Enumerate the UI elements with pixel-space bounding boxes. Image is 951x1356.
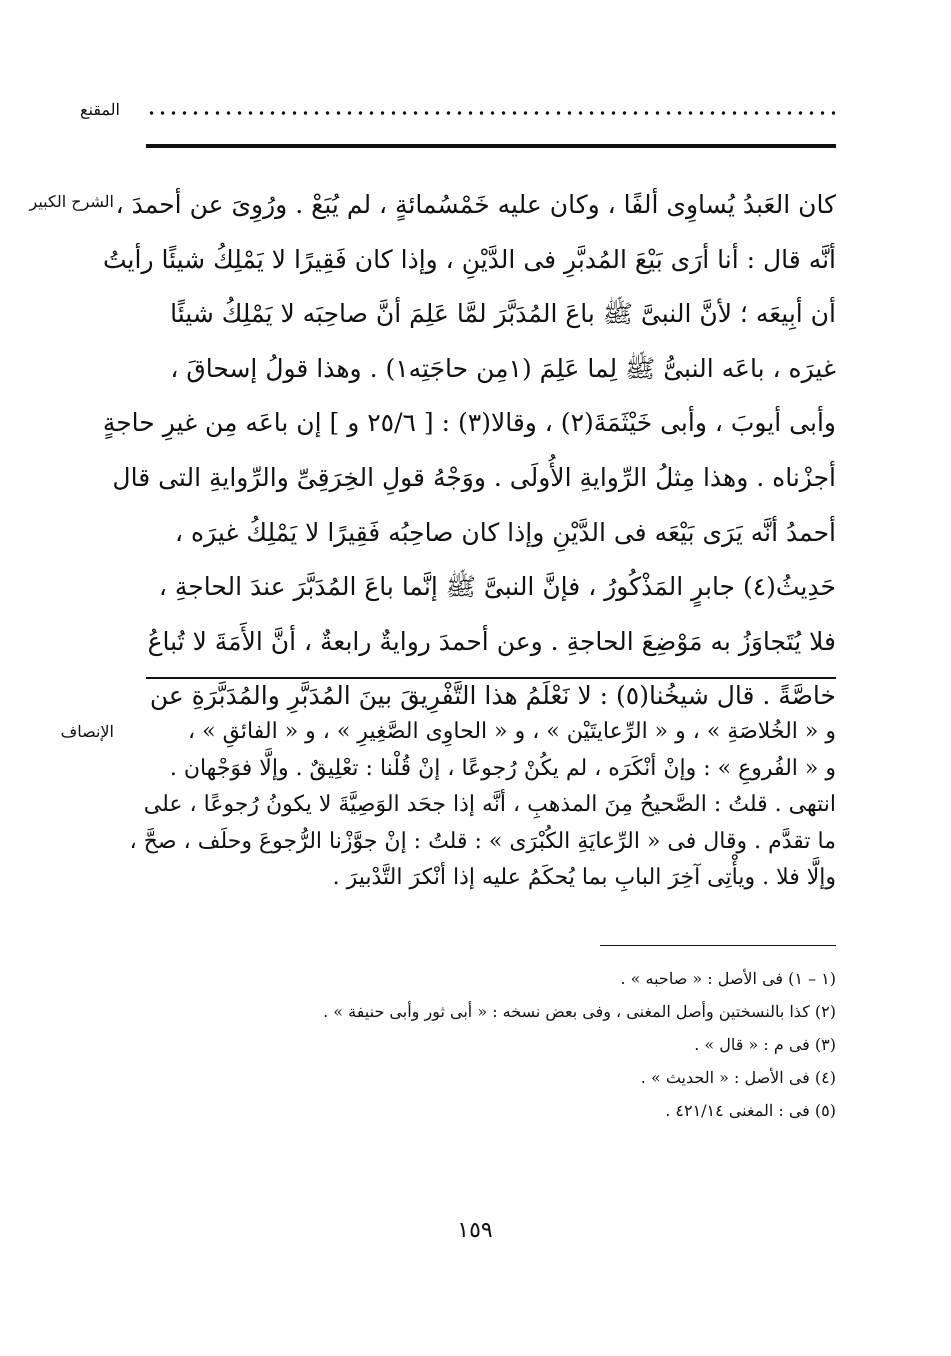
main-text-line: فلا يُتَجاوَزُ به مَوْضِعَ الحاجةِ . وعن أحمدَ روايةٌ رابعةٌ ، أنَّ الأَمَةَ لا تُباعُ [147, 626, 836, 656]
footnote-rule [600, 945, 836, 946]
footnote: (٤) فى الأصل : « الحديث » . [640, 1068, 836, 1087]
main-text-block [102, 178, 836, 724]
main-text-line: أن أبِيعَه ؛ لأنَّ النبىَّ ﷺ باعَ المُدَبَّرَ لمَّا عَلِمَ أنَّ صاحِبَه لا يَمْلِكُ شيئًا [170, 299, 836, 329]
main-text-line: وأبى أيوبَ ، وأبى خَيْثَمَةَ(٢) ، وقالا(٣) : [ ٢٥/٦ و ] إن باعَه مِن غيرِ حاجةٍ [102, 408, 836, 438]
section-label-sharh: الشرح الكبير [29, 192, 114, 211]
insaf-text-line: وإلَّا فلا . ويأْتِى آخِرَ البابِ بما يُحكَمُ عليه إذا أنْكرَ التَّدْبيرَ . [332, 865, 836, 891]
section-divider-rule [146, 677, 836, 679]
page-number: ١٥٩ [457, 1218, 493, 1243]
main-text-line: أحمدُ أنَّه يَرَى بَيْعَه فى الدَّيْنِ وإذا كان صاحِبُه فَقِيرًا لا يَمْلِكُ غيرَه ، [174, 517, 836, 547]
header-thick-rule [146, 144, 836, 148]
main-text-line: كان العَبدُ يُساوِى ألفًا ، وكان عليه خَمْسُمائةٍ ، لم يُبَعْ . ورُوِىَ عن أحمدَ ، [115, 190, 836, 219]
main-text-line: أجزْناه . وهذا مِثلُ الرِّوايةِ الأُولَى . ووَجْهُ قولِ الخِرَقِىِّ والرِّوايةِ التى قال [112, 462, 836, 492]
footnote: (١ – ١) فى الأصل : « صاحبه » . [620, 969, 836, 988]
insaf-text-line: انتهى . قلتُ : الصَّحيحُ مِنَ المذهبِ ، أنَّه إذا جحَد الوَصِيَّةَ لا يكونُ رُجوعًا ، على [143, 792, 836, 818]
main-text-line: خاصَّةً . قال شيخُنا(٥) : لا نَعْلَمُ هذا التَّفْرِيقَ بينَ المُدَبَّرِ والمُدَبَّرَةِ عن [149, 681, 836, 711]
insaf-text-line: و « الخُلاصَةِ » ، و « الرِّعايتَيْن » ، و « الحاوِى الصَّغِيرِ » ، و « الفائقِ » ، [188, 719, 836, 744]
dotted-header-rule [146, 110, 836, 116]
footnote: (٣) فى م : « قال » . [694, 1035, 836, 1054]
insaf-text-line: ما تقدَّم . وقال فى « الرِّعايَةِ الكُبْرَى » : قلتُ : إنْ جوَّزْنا الرُّجوعَ وحلَف ، صحَّ ، [129, 828, 836, 854]
main-text-line: حَدِيثُ(٤) جابرٍ المَذْكُورُ ، فإنَّ النبىَّ ﷺ إنَّما باعَ المُدَبَّرَ عندَ الحاجةِ ، [158, 572, 836, 602]
footnotes-block [146, 962, 836, 1127]
footnote: (٢) كذا بالنسختين وأصل المغنى ، وفى بعض نسخه : « أبى ثور وأبى حنيفة » . [323, 1002, 836, 1021]
main-text-line: أنَّه قال : أنا أرَى بَيْعَ المُدبَّرِ فى الدَّيْنِ ، وإذا كان فَقِيرًا لا يَمْلِكُ شيئًا رأيتُ [103, 244, 836, 274]
running-header-title: المقنع [79, 100, 120, 119]
footnote: (٥) فى : المغنى ٤٢١/١٤ . [665, 1101, 836, 1120]
main-text-line: غيرَه ، باعَه النبىُّ ﷺ لِما عَلِمَ (١مِن حاجَتِه١) . وهذا قولُ إسحاقَ ، [170, 353, 836, 383]
insaf-text-block [129, 714, 836, 897]
insaf-text-line: و « الفُروعِ » : وإنْ أنْكَرَه ، لم يكُنْ رُجوعًا ، إنْ قُلْنا : تعْلِيقٌ . وإلَّا فوَجْهان . [169, 755, 836, 781]
section-label-insaf: الإنصاف [60, 722, 114, 741]
